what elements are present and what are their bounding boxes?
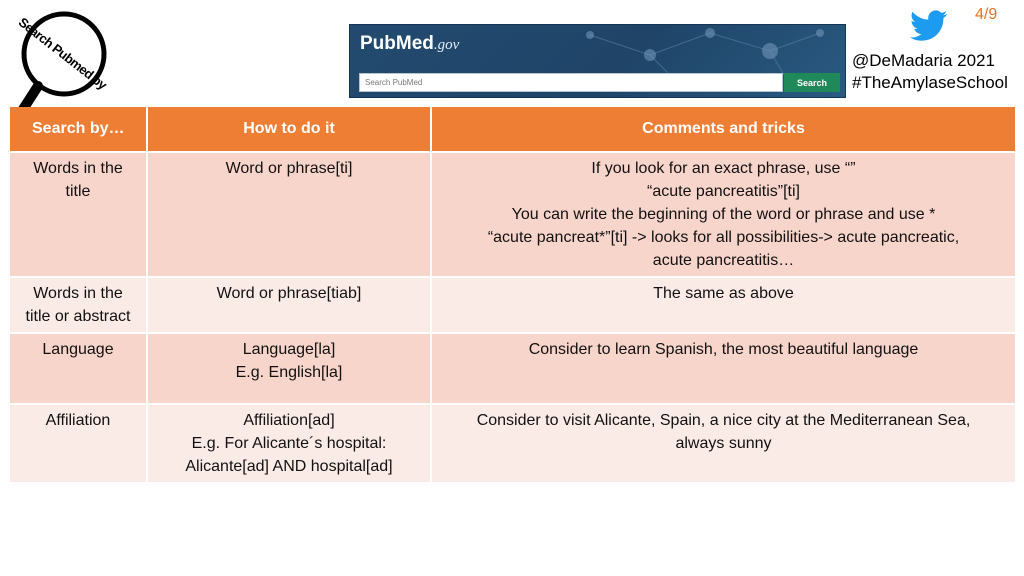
cell-line: Language[la] xyxy=(242,341,336,358)
pubmed-logo-pub: Pub xyxy=(360,33,396,54)
cell-line: title xyxy=(65,183,91,200)
cell-how xyxy=(147,404,431,483)
pubmed-search-placeholder: Search PubMed xyxy=(365,78,423,87)
page-number: 4/9 xyxy=(975,6,998,23)
cell-line: always sunny xyxy=(675,435,772,452)
cell-search-by xyxy=(10,333,147,404)
cell-how xyxy=(147,152,431,277)
hashtag: #TheAmylaseSchool xyxy=(852,73,1008,92)
cell-comments xyxy=(431,152,1016,277)
cell-comments xyxy=(431,404,1016,483)
pubmed-search-button[interactable]: Search xyxy=(784,73,840,92)
cell-line: Word or phrase[ti] xyxy=(225,160,353,177)
cell-line: “acute pancreatitis”[ti] xyxy=(647,183,800,200)
cell-line: Words in the xyxy=(33,285,123,302)
table-header-row xyxy=(10,107,1016,152)
cell-search-by xyxy=(10,152,147,277)
cell-how xyxy=(147,333,431,404)
cell-comments xyxy=(431,277,1016,333)
table-row-title-abstract xyxy=(10,277,1016,333)
cell-line: Affiliation[ad] xyxy=(243,412,335,429)
pubmed-logo-med: Med xyxy=(395,33,434,54)
search-tips-table xyxy=(10,107,1016,484)
cell-line: The same as above xyxy=(653,285,794,302)
header-how-to-do-it: How to do it xyxy=(147,107,431,152)
table-row-language xyxy=(10,333,1016,404)
cell-line: Language xyxy=(42,341,114,358)
cell-line: Words in the xyxy=(33,160,123,177)
cell-how xyxy=(147,277,431,333)
cell-line: E.g. For Alicante´s hospital: xyxy=(191,435,387,452)
cell-line: Consider to learn Spanish, the most beautiful language xyxy=(528,341,919,358)
cell-search-by xyxy=(10,404,147,483)
cell-line: Word or phrase[tiab] xyxy=(216,285,362,302)
cell-line: title or abstract xyxy=(25,308,131,325)
pubmed-logo[interactable] xyxy=(360,33,459,55)
table-row-affiliation xyxy=(10,404,1016,483)
table-row-title xyxy=(10,152,1016,277)
cell-line: acute pancreatitis… xyxy=(652,252,795,269)
pubmed-search-input[interactable] xyxy=(359,73,783,92)
author-credits xyxy=(852,50,1008,94)
twitter-handle: @DeMadaria 2021 xyxy=(852,51,995,70)
header-search-by: Search by… xyxy=(10,107,147,152)
pubmed-logo-gov: .gov xyxy=(433,37,460,53)
cell-search-by xyxy=(10,277,147,333)
pubmed-banner xyxy=(349,24,846,98)
magnifier-logo-text: Search Pubmed by xyxy=(16,14,110,92)
cell-comments xyxy=(431,333,1016,404)
cell-line: “acute pancreat*”[ti] -> looks for all possibilities-> acute pancreatic, xyxy=(487,229,960,246)
header-comments-and-tricks: Comments and tricks xyxy=(431,107,1016,152)
twitter-bird-icon xyxy=(910,10,948,42)
cell-line: Alicante[ad] AND hospital[ad] xyxy=(185,458,393,475)
cell-line: Affiliation xyxy=(45,412,111,429)
cell-line: If you look for an exact phrase, use “” xyxy=(591,160,856,177)
cell-line: You can write the beginning of the word or phrase and use * xyxy=(511,206,936,223)
cell-line: E.g. English[la] xyxy=(235,364,343,381)
cell-line: Consider to visit Alicante, Spain, a nice city at the Mediterranean Sea, xyxy=(476,412,971,429)
